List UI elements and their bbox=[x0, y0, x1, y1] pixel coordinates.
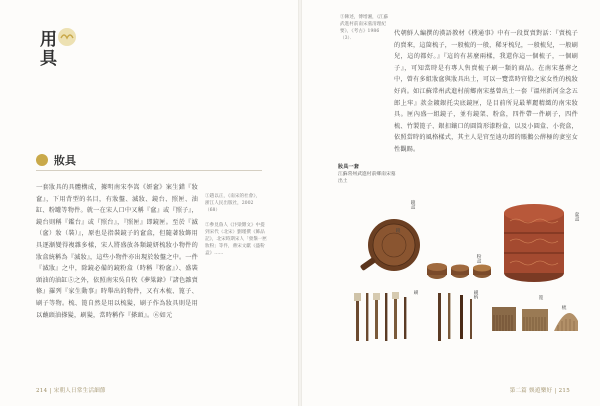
figure-caption-title: 妝具一套 bbox=[338, 164, 359, 170]
hand-mirror-image bbox=[360, 219, 420, 271]
section-title: 妝具 bbox=[54, 154, 76, 167]
label-bi-comb: 篦 bbox=[538, 295, 543, 300]
artifact-photo bbox=[342, 175, 582, 365]
cloud-ornament-icon bbox=[56, 26, 78, 48]
label-brush-handle: 刷柄 bbox=[473, 290, 478, 300]
combs-image bbox=[492, 307, 578, 331]
left-page bbox=[0, 0, 298, 406]
footnote-1: ①趙以正，《南宋的社會》，浙江人民出版社，2002（68） bbox=[205, 194, 261, 213]
right-body-text: 代朝鮮人編撰的漢語教材《樸通事》中有一段買賣對話：『賣梳子的賣來，這箇梳子，一般梳的一般，稀牙梳兒，一般梳兒，一般刷兒，這的都好。』『這的有甚麼兩樣，我還你這一個梳子，一個刷子』，可知當時是有專人售賣梳子刷一類的商品。在南宋墓葬之中，曾有多組妝奩與妝具出土，可以一覽當時官僚之家女性的梳妝好尚。如江蘇常州武進村前鄉南宋墓曾出土一套『溫州新河金念五郎上牢』款金鍍銀托尖底鏡匣，是目前所見最華麗精緻的南宋妝具。匣內盛一組鏡子，並有鏡架、粉盒，四件帶一件刷子，四件梳、竹製篦子、銀扣鑲口的圓筒形漆粉盒，以及小圓盒、小瓷盒，依照當時的風格樣式，其主人是官至迪功郎的賬鵝公薛極的妻室女性觀賜。 bbox=[394, 30, 578, 153]
label-brush: 刷 bbox=[413, 290, 418, 295]
lacquer-box-image bbox=[504, 204, 564, 282]
section-dot-icon bbox=[36, 154, 48, 166]
label-powder-box: 粉盒 bbox=[476, 254, 481, 264]
label-mirror: 鏡 bbox=[395, 228, 400, 233]
powder-boxes-image bbox=[427, 263, 491, 279]
right-folio: 第二篇 娛遊樂好 | 215 bbox=[509, 388, 570, 394]
label-comb: 梳 bbox=[561, 305, 566, 310]
footnote-3: ③陳述，傅增湘，《江蘇武進村前南宋墓清理紀要》，《考古》1986（3）． bbox=[340, 15, 389, 41]
section-heading bbox=[36, 152, 76, 168]
chapter-title bbox=[36, 30, 55, 73]
left-folio: 214 | 宋朝人日常生活細節 bbox=[36, 388, 106, 394]
brushes-image bbox=[354, 292, 472, 341]
figure-caption-text: 江蘇常州武進村前鄉南宋墓出土 bbox=[338, 172, 396, 184]
left-body-text: 一套妝具的具體構成，據明南宋李嵩《妍奩》案生錯『妝奩』，下用背型的名目，有妝盤、滅妝、鏡台、照匣、油缸、粉罐等物件。就一在宋人口中又稱『奩』或『照子』，鏡台則稱『鑑台』或『照台』，『照匣』即鏡匣。至於『滅（奩）妝（裝）』，原也是指裝鏡子的奩盒，但隨著妝飾用具逐漸變得複雜多樣，宋人將盛放各類鏡妍梳妝小物件的妝盒統稱為『滅妝』，這些小物件亦出現於妝盤之中。一件『滅妝』之中，除鏡必備的鏡粉盒（時稱『粉奩』）、盛裝頭油的油缸⑤之外，依照南宋吳自牧《夢粱錄》『諸色雜賣條』羅列『家生動事』時舉出的物件，又有木梳、篦子、刷子等物。梳、篦自然是用以梳髮，刷子作為妝具則是用以蘸頭油搽髮，刷髮，當時稱作『搽頭』。⑥如元 bbox=[36, 184, 198, 319]
label-lacquer-box: 奩盒 bbox=[574, 212, 579, 222]
chapter-title-text: 用具 bbox=[36, 30, 56, 68]
label-mirror-box: 鏡盒 bbox=[410, 200, 415, 210]
footnote-2: ②參見魯人《汴梁雜文》中提到宋代（北宋）劉瑾撰《飾品記》，北宋時期宋人「發鬚一匣妝粉」等件，蔣宋文獻《盛粉盒》…… bbox=[205, 223, 268, 256]
section-divider bbox=[36, 170, 262, 171]
right-page bbox=[302, 0, 600, 406]
